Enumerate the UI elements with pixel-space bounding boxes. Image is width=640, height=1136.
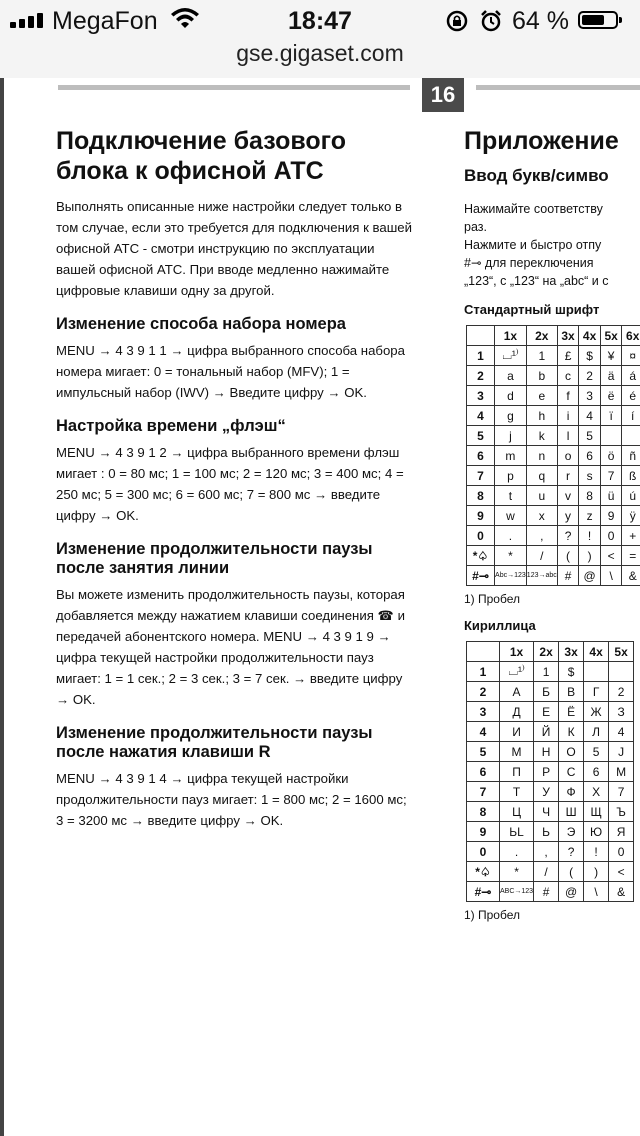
table-row <box>467 702 634 722</box>
table-cell: М <box>500 742 534 762</box>
table-cell: x <box>526 506 557 526</box>
table-cell: 7 <box>467 782 500 802</box>
pause-line-heading: Изменение продолжительности паузы после занятия линии <box>56 540 373 577</box>
table-cell: 1x <box>495 326 527 346</box>
table-cell: ß <box>622 466 640 486</box>
table-cell: 3 <box>579 386 601 406</box>
table-cell: 4 <box>609 722 634 742</box>
table-cell: & <box>609 882 634 902</box>
table-cell <box>622 426 640 446</box>
table-cell: 8 <box>579 486 601 506</box>
table-cell <box>584 662 609 682</box>
table-cell: h <box>526 406 557 426</box>
footnote-1: 1) Пробел <box>464 592 520 606</box>
table-cell: & <box>622 566 640 586</box>
table-cell: ú <box>622 486 640 506</box>
table-cell: 3x <box>559 642 584 662</box>
table-cell: *♤ <box>467 862 500 882</box>
table-cell: 6 <box>467 446 495 466</box>
table-cell: b <box>526 366 557 386</box>
table-cell: 7 <box>609 782 634 802</box>
table-cell: ( <box>557 546 579 566</box>
table-cell: ЬL <box>500 822 534 842</box>
table-cell: l <box>557 426 579 446</box>
table-cell: \ <box>584 882 609 902</box>
table-cell: Т <box>500 782 534 802</box>
table-cell: k <box>526 426 557 446</box>
table-cell: Ш <box>559 802 584 822</box>
table-cell: f <box>557 386 579 406</box>
table-cell: 8 <box>467 486 495 506</box>
table-cell: 4 <box>467 722 500 742</box>
page-number: 16 <box>422 78 464 112</box>
table-cell: v <box>557 486 579 506</box>
table-cell: Ё <box>559 702 584 722</box>
table-cell: . <box>500 842 534 862</box>
table-cell: Г <box>584 682 609 702</box>
table-row <box>467 486 640 506</box>
table-cell: 6 <box>584 762 609 782</box>
table-cell: y <box>557 506 579 526</box>
clock: 18:47 <box>288 7 352 35</box>
appendix-subtitle: Ввод букв/симво <box>464 166 609 185</box>
table-cell: Э <box>559 822 584 842</box>
pause-line-text: Вы можете изменить продолжительность паузы, которая добавляется между нажатием клавиши соединения ☎ и передачей абонентского номера. MENU → 4 3 9 1 9 → цифра текущей настройки продолжительности пауз мигает: 1 = 1 сек.; 2 = 3 сек.; 3 = 7 сек. → введите цифру → OK. <box>56 587 405 707</box>
carrier-name: MegaFon <box>52 7 158 35</box>
table-cell: r <box>557 466 579 486</box>
table-row <box>467 346 640 366</box>
table-cell: . <box>495 526 527 546</box>
table-cell: *♤ <box>467 546 495 566</box>
table-cell: ÿ <box>622 506 640 526</box>
table-cell: 2 <box>609 682 634 702</box>
table-cell: 3 <box>467 386 495 406</box>
table-cell: 4 <box>467 406 495 426</box>
table-cell: ¤ <box>622 346 640 366</box>
intro-text: Выполнять описанные ниже настройки следует только в том случае, если это требуется для подключения к вашей офисной АТС - смотри инструкцию по эксплуатации вашей офисной АТС. При вводе медленно нажимайте цифровые клавиши одну за другой. <box>56 199 412 298</box>
table-cell: З <box>609 702 634 722</box>
table-cell: 2x <box>526 326 557 346</box>
table-cell: 8 <box>467 802 500 822</box>
table-cell <box>609 662 634 682</box>
table-cell: ? <box>559 842 584 862</box>
table-cell: 5 <box>579 426 601 446</box>
table-cell: u <box>526 486 557 506</box>
table-cell: А <box>500 682 534 702</box>
table-cell: @ <box>559 882 584 902</box>
table-cell: Е <box>534 702 559 722</box>
table-cell: 5 <box>467 426 495 446</box>
table-cell: 1 <box>534 662 559 682</box>
table-cell: ¥ <box>600 346 622 366</box>
right-line-2: раз. <box>464 220 487 234</box>
table-cell: ( <box>559 862 584 882</box>
standard-font-table <box>466 325 640 586</box>
table-cell: Ч <box>534 802 559 822</box>
dial-mode-heading: Изменение способа набора номера <box>56 315 346 333</box>
table-cell: í <box>622 406 640 426</box>
table-cell: 1 <box>467 662 500 682</box>
table-row <box>467 782 634 802</box>
table-cell: j <box>495 426 527 446</box>
table-cell: p <box>495 466 527 486</box>
table-cell: 3 <box>467 702 500 722</box>
right-column <box>464 126 640 932</box>
table-cell: Н <box>534 742 559 762</box>
footnote-2: 1) Пробел <box>464 908 520 922</box>
table-cell: o <box>557 446 579 466</box>
table-cell: 2x <box>534 642 559 662</box>
table-cell: 1 <box>526 346 557 366</box>
status-bar <box>0 0 640 40</box>
table-cell: Х <box>584 782 609 802</box>
table-cell: 4 <box>579 406 601 426</box>
table-cell: 9 <box>467 822 500 842</box>
table-cell <box>600 426 622 446</box>
page-edge <box>0 78 4 1136</box>
table-cell: á <box>622 366 640 386</box>
table-row <box>467 386 640 406</box>
right-line-3: Нажмите и быстро отпу <box>464 238 602 252</box>
table-cell <box>467 326 495 346</box>
table-row <box>467 822 634 842</box>
table-cell: 3x <box>557 326 579 346</box>
table-cell: ä <box>600 366 622 386</box>
table-cell: 4x <box>584 642 609 662</box>
right-line-1: Нажимайте соответству <box>464 202 603 216</box>
table-cell: 9 <box>467 506 495 526</box>
address-bar[interactable]: gse.gigaset.com <box>236 40 404 66</box>
flash-time-text: MENU → 4 3 9 1 2 → цифра выбранного времени флэш мигает : 0 = 80 мс; 1 = 100 мс; 2 = 120 мс; 3 = 400 мс; 4 = 250 мс; 5 = 300 мс; 6 = 600 мс; 7 = 800 мс → введите цифру → OK. <box>56 445 404 523</box>
table-cell: n <box>526 446 557 466</box>
table-cell: + <box>622 526 640 546</box>
table-cell: ë <box>600 386 622 406</box>
table-cell: ü <box>600 486 622 506</box>
table-cell: 1 <box>467 346 495 366</box>
right-line-4: #⊸ для переключения <box>464 256 594 270</box>
left-column <box>56 126 416 831</box>
table-cell: ) <box>584 862 609 882</box>
table-cell: $ <box>559 662 584 682</box>
table-cell: В <box>559 682 584 702</box>
table-cell: О <box>559 742 584 762</box>
table-cell: 5x <box>609 642 634 662</box>
table-cell: Б <box>534 682 559 702</box>
table-row <box>467 466 640 486</box>
table-cell: Ю <box>584 822 609 842</box>
table-row <box>467 566 640 586</box>
table-cell: / <box>534 862 559 882</box>
right-line-5: „123“, с „123“ на „abc“ и с <box>464 274 609 288</box>
table-cell: e <box>526 386 557 406</box>
table-cell: < <box>600 546 622 566</box>
pause-r-heading: Изменение продолжительности паузы после нажатия клавиши R <box>56 724 373 761</box>
table-row <box>467 546 640 566</box>
table-header-row <box>467 326 640 346</box>
document-page <box>0 78 640 1136</box>
table-row <box>467 446 640 466</box>
table-row <box>467 526 640 546</box>
table-cell: Ц <box>500 802 534 822</box>
table-cell: 7 <box>600 466 622 486</box>
table-cell: 5 <box>584 742 609 762</box>
table-cell: ? <box>557 526 579 546</box>
table-cell: 0 <box>467 842 500 862</box>
table-cell: П <box>500 762 534 782</box>
table-cell: ï <box>600 406 622 426</box>
table-cell: 6 <box>467 762 500 782</box>
table-cell: ⌴¹⁾ <box>500 662 534 682</box>
table-cell: J <box>609 742 634 762</box>
table-cell: £ <box>557 346 579 366</box>
table-cell: q <box>526 466 557 486</box>
cyrillic-heading: Кириллица <box>464 618 536 633</box>
table-cell: С <box>559 762 584 782</box>
table-cell: 2 <box>467 682 500 702</box>
dial-mode-text: MENU → 4 3 9 1 1 → цифра выбранного способа набора номера мигает: 0 = тональный набор (MFV); 1 = импульсный набор (IWV) → Введите цифру → OK. <box>56 343 405 400</box>
table-cell: 5x <box>600 326 622 346</box>
table-cell: 4x <box>579 326 601 346</box>
table-cell: И <box>500 722 534 742</box>
table-cell: # <box>557 566 579 586</box>
battery-icon <box>578 11 618 29</box>
table-cell: 1x <box>500 642 534 662</box>
table-cell: ! <box>579 526 601 546</box>
table-cell: i <box>557 406 579 426</box>
table-cell: Ф <box>559 782 584 802</box>
table-cell: = <box>622 546 640 566</box>
table-row <box>467 406 640 426</box>
table-cell: ) <box>579 546 601 566</box>
table-cell: a <box>495 366 527 386</box>
flash-time-heading: Настройка времени „флэш“ <box>56 417 286 435</box>
table-cell: 0 <box>467 526 495 546</box>
table-row <box>467 742 634 762</box>
table-cell: Р <box>534 762 559 782</box>
table-cell: 6x <box>622 326 640 346</box>
battery-percent: 64 % <box>512 7 569 35</box>
table-cell: * <box>495 546 527 566</box>
table-cell: 5 <box>467 742 500 762</box>
table-cell: / <box>526 546 557 566</box>
table-cell: 2 <box>579 366 601 386</box>
table-cell: ö <box>600 446 622 466</box>
table-cell: 9 <box>600 506 622 526</box>
table-cell: c <box>557 366 579 386</box>
table-cell: é <box>622 386 640 406</box>
table-cell: М <box>609 762 634 782</box>
table-row <box>467 802 634 822</box>
table-cell: d <box>495 386 527 406</box>
table-cell: 6 <box>579 446 601 466</box>
table-cell: m <box>495 446 527 466</box>
table-cell: 2 <box>467 366 495 386</box>
table-cell: Щ <box>584 802 609 822</box>
table-row <box>467 882 634 902</box>
table-cell: < <box>609 862 634 882</box>
table-row <box>467 842 634 862</box>
table-header-row <box>467 642 634 662</box>
table-cell: #⊸ <box>467 566 495 586</box>
table-cell: z <box>579 506 601 526</box>
table-cell: $ <box>579 346 601 366</box>
table-row <box>467 682 634 702</box>
table-row <box>467 426 640 446</box>
table-cell: К <box>559 722 584 742</box>
table-row <box>467 862 634 882</box>
table-cell: #⊸ <box>467 882 500 902</box>
table-cell: Д <box>500 702 534 722</box>
table-cell: Ж <box>584 702 609 722</box>
table-cell: 123→abc <box>526 566 557 586</box>
table-cell: , <box>534 842 559 862</box>
table-cell: Я <box>609 822 634 842</box>
table-row <box>467 366 640 386</box>
table-cell: s <box>579 466 601 486</box>
table-cell: g <box>495 406 527 426</box>
table-cell: t <box>495 486 527 506</box>
appendix-title: Приложение <box>464 127 619 155</box>
table-cell: Ь <box>534 822 559 842</box>
header-rule-left <box>58 85 410 90</box>
table-row <box>467 662 634 682</box>
table-cell: \ <box>600 566 622 586</box>
table-cell: ⌴¹⁾ <box>495 346 527 366</box>
table-cell: Й <box>534 722 559 742</box>
alarm-icon <box>480 10 502 37</box>
table-cell: * <box>500 862 534 882</box>
cyrillic-table <box>466 641 634 902</box>
table-cell: ! <box>584 842 609 862</box>
standard-font-heading: Стандартный шрифт <box>464 302 600 317</box>
table-cell: Abc→123 <box>495 566 527 586</box>
table-cell: ABC→123 <box>500 882 534 902</box>
rotation-lock-icon <box>446 10 468 37</box>
table-cell: 0 <box>600 526 622 546</box>
table-cell: @ <box>579 566 601 586</box>
table-cell: # <box>534 882 559 902</box>
section-title: Подключение базового блока к офисной АТС <box>56 127 347 185</box>
table-cell: У <box>534 782 559 802</box>
table-row <box>467 722 634 742</box>
table-cell: , <box>526 526 557 546</box>
table-cell <box>467 642 500 662</box>
pause-r-text: MENU → 4 3 9 1 4 → цифра текущей настройки продолжительности пауз мигает: 1 = 800 мс; 2 = 1600 мс; 3 = 3200 мс → введите цифру → OK. <box>56 771 407 828</box>
header-rule-right <box>476 85 640 90</box>
table-cell: 0 <box>609 842 634 862</box>
table-cell: w <box>495 506 527 526</box>
table-cell: Л <box>584 722 609 742</box>
table-row <box>467 506 640 526</box>
table-cell: Ъ <box>609 802 634 822</box>
table-cell: 7 <box>467 466 495 486</box>
table-row <box>467 762 634 782</box>
table-cell: ñ <box>622 446 640 466</box>
